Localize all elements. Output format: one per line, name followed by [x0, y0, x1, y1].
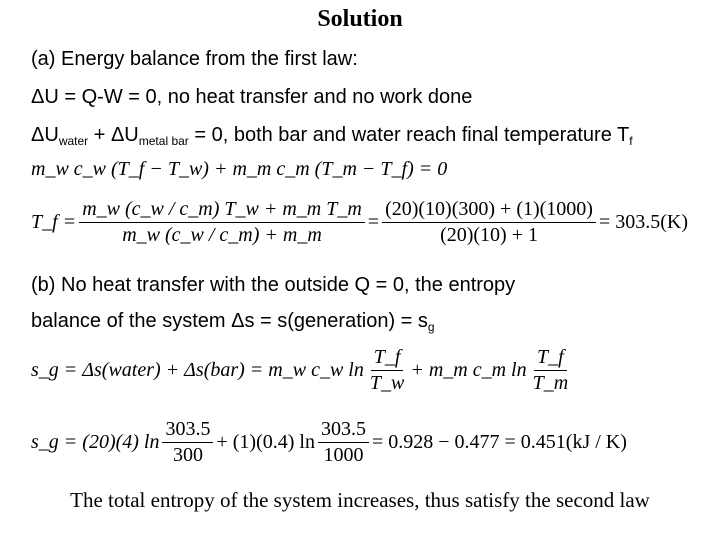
sg-bar-numerator: T_f	[534, 346, 567, 371]
du-water-subscript: water	[58, 134, 89, 148]
calc-water-numerator: 303.5	[162, 418, 213, 443]
du-bar-subscript: metal bar	[138, 134, 189, 148]
tf-equation	[31, 198, 688, 247]
tf-lhs: T_f =	[31, 211, 77, 233]
calc-result: = 0.928 − 0.477 = 0.451(kJ / K)	[371, 431, 627, 453]
sg-numeric-equation	[31, 418, 627, 467]
tf-numeric-fraction	[382, 198, 596, 247]
calc-water-denominator: 300	[172, 444, 203, 466]
tf-numeric-numerator: (20)(10)(300) + (1)(1000)	[382, 198, 596, 223]
energy-sum-line	[31, 124, 633, 148]
first-law-line	[31, 86, 472, 109]
du-plus-term: + ΔU	[88, 124, 139, 146]
sg-lhs: s_g = Δs(water) + Δs(bar) = m_w c_w ln	[31, 359, 364, 381]
entropy-balance-line	[31, 310, 435, 334]
calc-bar-fraction	[318, 418, 369, 467]
sg-symbolic-equation	[31, 346, 574, 395]
sg-bar-fraction	[530, 346, 572, 395]
sg-water-fraction	[367, 346, 407, 395]
calc-bar-numerator: 303.5	[318, 418, 369, 443]
sg-bar-denominator: T_m	[532, 372, 569, 394]
slide-title: Solution	[317, 6, 403, 32]
conclusion-text: The total entropy of the system increases, thus satisfy the second law	[70, 488, 650, 512]
entropy-balance-text: balance of the system Δs = s(generation) = s	[31, 310, 428, 332]
tf-numeric-denominator: (20)(10) + 1	[440, 224, 538, 246]
tf-subscript: f	[629, 134, 633, 148]
part-a-heading: (a) Energy balance from the first law:	[31, 48, 358, 70]
tf-equals: =	[367, 211, 380, 233]
part-b-heading: (b) No heat transfer with the outside Q = 0, the entropy	[31, 274, 516, 296]
calc-mid: + (1)(0.4) ln	[216, 431, 315, 453]
energy-sum-note: = 0, both bar and water reach final temperature T	[188, 124, 630, 146]
tf-symbolic-numerator: m_w (c_w / c_m) T_w + m_m T_m	[79, 198, 365, 223]
sg-water-numerator: T_f	[371, 346, 404, 371]
first-law-equation: ΔU = Q-W = 0	[31, 86, 157, 108]
sg-water-denominator: T_w	[369, 372, 405, 394]
sg-subscript: g	[427, 320, 435, 334]
calc-bar-denominator: 1000	[323, 444, 364, 466]
first-law-note: , no heat transfer and no work done	[156, 86, 473, 108]
energy-balance-equation: m_w c_w (T_f − T_w) + m_m c_m (T_m − T_f) = 0	[31, 158, 448, 180]
tf-symbolic-denominator: m_w (c_w / c_m) + m_m	[122, 224, 322, 246]
tf-result: = 303.5(K)	[598, 211, 689, 233]
du-term: ΔU	[31, 124, 59, 146]
tf-symbolic-fraction	[79, 198, 365, 247]
calc-water-fraction	[162, 418, 213, 467]
sg-mid: + m_m c_m ln	[410, 359, 527, 381]
calc-lhs: s_g = (20)(4) ln	[31, 431, 160, 453]
